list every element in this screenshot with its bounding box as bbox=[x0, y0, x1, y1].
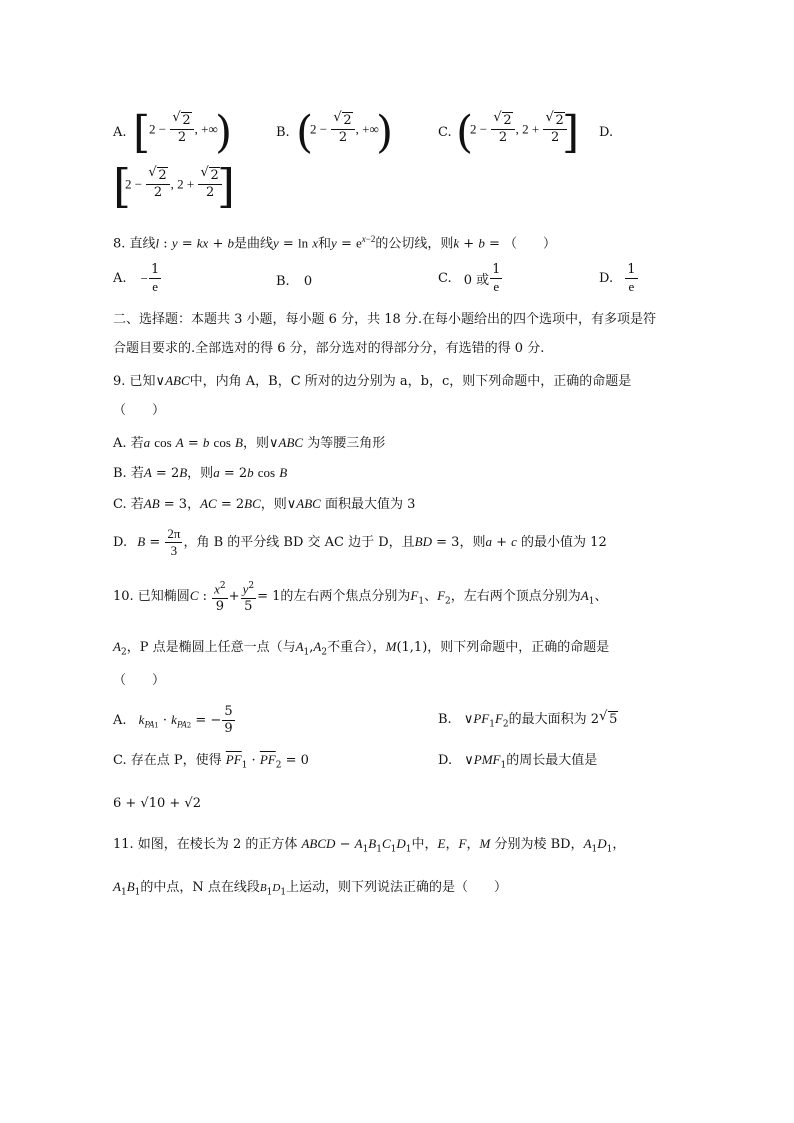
q8-a-num: 1 bbox=[151, 262, 160, 277]
section2-line1: 二、选择题：本题共 3 小题，每小题 6 分，共 18 分.在每小题给出的四个选项中，有多项是符 bbox=[113, 312, 657, 327]
q10-option-c: C. 存在点 P，使得 $\overline{PF}_1 \cdot \overline{PF}_2 = 0$ bbox=[113, 752, 309, 771]
q9-c-mid: ， bbox=[187, 497, 201, 512]
q10-option-a: A. $k_{PA1} \cdot k_{PA2}$ = − $\frac{5}{9}$ bbox=[113, 704, 233, 736]
left-bracket: [ bbox=[113, 159, 131, 213]
q10-b-label: B. bbox=[438, 712, 452, 727]
q10-stem: 10. 已知椭圆C : $\frac{x^2}{9}$ + $\frac{y^2}{5}$ = 1的左右两个焦点分别为$F_1$、$F_2$，左右两个顶点分别为$A_1$、 bbox=[113, 574, 608, 624]
q7-option-d-label: D. bbox=[599, 125, 614, 140]
q10-stem-mid2: ，左右两个顶点分别为 bbox=[450, 589, 581, 604]
q9-a-text: A. 若 bbox=[113, 436, 144, 451]
q11-line2: $A_1B_1$的中点，N 点在线段$B_1D_1$上运动，则下列说法正确的是（ ） bbox=[113, 879, 508, 898]
q10-stem-prefix: 10. 已知椭圆 bbox=[113, 589, 190, 604]
q9-b-text: B. 若 bbox=[113, 466, 144, 481]
q7-option-c-label: C. bbox=[438, 125, 452, 140]
q8-stem-end: （ ） bbox=[503, 236, 556, 252]
q9-b-mid: ，则 bbox=[187, 466, 214, 481]
q9-stem-rest: 中，内角 A，B，C 所对的边分别为 a，b，c，则下列命题中，正确的命题是 bbox=[189, 374, 632, 389]
q8-stem-prefix: 8. 直线 bbox=[113, 236, 156, 252]
q10-line2: $A_2$，P 点是椭圆上任意一点（与$A_1,A_2$不重合），M(1,1)，则下列命题中，正确的命题是 bbox=[113, 639, 610, 658]
q10-stem-mid: 的左右两个焦点分别为 bbox=[280, 589, 411, 604]
q9-stem-prefix: 9. 已知∨ bbox=[113, 374, 166, 389]
q10-c-label: C. 存在点 P，使得 bbox=[113, 753, 222, 768]
q8-option-c-label: C. bbox=[438, 271, 452, 286]
q9-a-tail: 为等腰三角形 bbox=[307, 436, 386, 451]
q9-d-mid2: ，则 bbox=[459, 535, 486, 550]
q8-stem-mid1: 是曲线 bbox=[234, 236, 274, 252]
q9-d-tail: 的最小值为 12 bbox=[521, 535, 607, 550]
q7-b-expr: 2 − √ $\frac{2}{2}$ , +∞ bbox=[310, 113, 379, 146]
q7-option-a-label: A. bbox=[113, 125, 127, 140]
q8-c-num: 1 bbox=[492, 262, 501, 277]
q10-b-tail: 的最大面积为 bbox=[508, 712, 587, 727]
q8-option-b-label: B. bbox=[276, 274, 290, 289]
q11-line2-tail: 上运动，则下列说法正确的是（ ） bbox=[286, 880, 508, 895]
q8-option-d-label: D. bbox=[599, 271, 614, 286]
q9-c-tail: 面积最大值为 3 bbox=[325, 497, 416, 512]
q8-option-b-value: 0 bbox=[303, 274, 313, 289]
left-paren: ( bbox=[296, 107, 314, 158]
q10-d-tail: 的周长最大值是 bbox=[506, 753, 598, 768]
q8-option-a: A. − $\frac{1}{e}$ bbox=[113, 262, 160, 294]
q11-line1-mid: 中， bbox=[411, 837, 438, 852]
q9-d-text: D. bbox=[113, 535, 128, 550]
q9-option-c: C. 若AB = 3，AC = 2BC，则∨ABC 面积最大值为 3 bbox=[113, 496, 416, 512]
q8-option-b bbox=[276, 274, 312, 289]
q8-stem: 8. 直线l : y = kx + b是曲线y = ln x和$y = e^{x-2}$的公切线，则k + b = （ ） bbox=[113, 234, 556, 252]
q11-line1-mid2: 分别为棱 BD， bbox=[494, 837, 584, 852]
q7-option-d-label-wrap bbox=[599, 125, 613, 140]
q10-line2-b: 不重合）， bbox=[327, 640, 386, 655]
q9-paren: （ ） bbox=[113, 403, 166, 418]
q8-a-den: e bbox=[152, 279, 159, 294]
right-paren: ) bbox=[215, 107, 233, 158]
q10-d-label: D. bbox=[438, 753, 453, 768]
right-bracket: ] bbox=[562, 107, 580, 158]
q9-d-den: 3 bbox=[170, 543, 178, 558]
q10-line2-a: ，P 点是椭圆上任意一点（与 bbox=[126, 640, 296, 655]
q10-a-label: A. bbox=[113, 713, 127, 728]
q7-option-b-label: B. bbox=[276, 125, 290, 140]
q8-d-num: 1 bbox=[627, 262, 636, 277]
section2-line2: 合题目要求的.全部选对的得 6 分，部分选对的得部分分，有选错的得 0 分. bbox=[113, 341, 545, 356]
q7-c-expr: 2 − √ $\frac{2}{2}$ , 2 + √ $\frac{2}{2}$ bbox=[470, 113, 568, 146]
left-paren: ( bbox=[456, 107, 474, 158]
q9-option-a: A. 若a cos A = b cos B，则∨ABC 为等腰三角形 bbox=[113, 435, 386, 451]
q9-d-num: 2π bbox=[167, 526, 181, 541]
q8-c-den: e bbox=[493, 279, 500, 294]
q7-d-expr: 2 − √ $\frac{2}{2}$ , 2 + √ $\frac{2}{2}$ bbox=[125, 168, 223, 201]
q9-a-end: ，则∨ bbox=[242, 436, 279, 451]
q8-option-d bbox=[599, 262, 639, 295]
q10-option-b: B. $\vee PF_1F_2$的最大面积为 2 √ 5 bbox=[438, 708, 618, 730]
q8-option-c-prefix: 0 或 bbox=[463, 273, 490, 288]
q10-paren: （ ） bbox=[113, 673, 166, 688]
q9-option-b: B. 若A = 2B，则a = 2b cos B bbox=[113, 465, 288, 481]
q8-option-a-label: A. bbox=[113, 271, 127, 286]
q8-stem-mid3: 的公切线，则 bbox=[375, 236, 454, 252]
q11-line1: 11. 如图，在棱长为 2 的正方体 ABCD − $A_1B_1C_1D_1$中，E，F，M 分别为棱 BD，$A_1D_1$， bbox=[113, 836, 626, 855]
q9-stem: 9. 已知∨ABC中，内角 A，B，C 所对的边分别为 a，b，c，则下列命题中，正确的命题是 bbox=[113, 373, 632, 389]
q10-line2-c: ，则下列命题中，正确的命题是 bbox=[427, 640, 610, 655]
q11-line2-mid: 的中点，N 点在线段 bbox=[140, 880, 260, 895]
q9-option-d: D. B = $\frac{2\pi}{3}$ ，角 B 的平分线 BD 交 AC 边于 D，且BD = 3，则a + c 的最小值为 12 bbox=[113, 526, 607, 558]
q10-option-d: D. $\vee PMF_1$的周长最大值是 bbox=[438, 752, 598, 771]
q10-option-d-value: 6 + √10 + √2 bbox=[113, 796, 201, 811]
q8-stem-mid2: 和 bbox=[318, 236, 332, 252]
q9-c-end: ，则∨ bbox=[260, 497, 297, 512]
q9-c-text: C. 若 bbox=[113, 497, 144, 512]
q7-a-expr: 2 − √ $\frac{2}{2}$ , +∞ bbox=[149, 113, 218, 146]
q8-option-c bbox=[438, 262, 503, 295]
right-bracket: ] bbox=[217, 159, 235, 213]
q8-d-den: e bbox=[628, 279, 635, 294]
q11-line1-prefix: 11. 如图，在棱长为 2 的正方体 bbox=[113, 837, 298, 852]
left-bracket: [ bbox=[133, 107, 151, 158]
q9-d-mid: ，角 B 的平分线 BD 交 AC 边于 D，且 bbox=[183, 535, 415, 550]
right-paren: ) bbox=[376, 107, 394, 158]
